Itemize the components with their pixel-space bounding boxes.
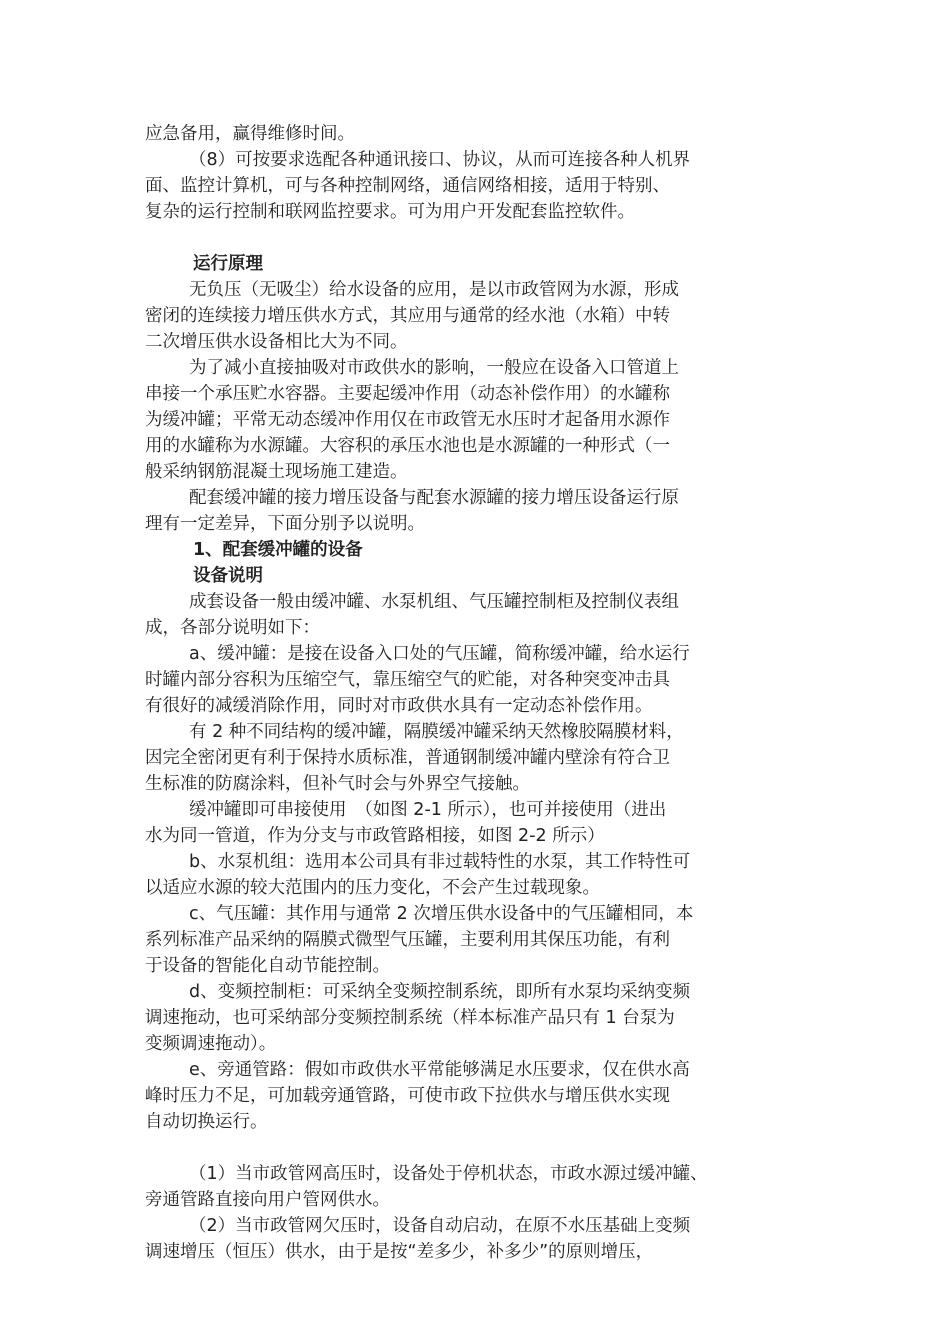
text-line: 成，各部分说明如下： [145, 618, 320, 638]
text-line: 以适应水源的较大范围内的压力变化，不会产生过载现象。 [145, 878, 600, 898]
text-line: 复杂的运行控制和联网监控要求。可为用户开发配套监控软件。 [145, 202, 635, 222]
text-line: （8）可按要求选配各种通讯接口、协议，从而可连接各种人机界 [189, 150, 691, 170]
section-heading-operating-principle: 运行原理 [193, 254, 263, 274]
text-line: 用的水罐称为水源罐。大容积的承压水池也是水源罐的一种形式（一 [145, 436, 670, 456]
blank-line [145, 1135, 825, 1161]
text-line: （1）当市政管网高压时，设备处于停机状态，市政水源过缓冲罐、 [189, 1164, 708, 1184]
text-line: 般采纳钢筋混凝土现场施工建造。 [145, 462, 408, 482]
text-line: 密闭的连续接力增压供水方式，其应用与通常的经水池（水箱）中转 [145, 306, 670, 326]
text-line: 有很好的减缓消除作用，同时对市政供水具有一定动态补偿作用。 [145, 696, 653, 716]
text-line: 调速增压（恒压）供水，由于是按“差多少，补多少”的原则增压， [145, 1242, 654, 1262]
text-line: a、缓冲罐：是接在设备入口处的气压罐，简称缓冲罐，给水运行 [189, 644, 690, 664]
text-line: 生标准的防腐涂料，但补气时会与外界空气接触。 [145, 774, 530, 794]
text-line: 调速拖动，也可采纳部分变频控制系统（样本标准产品只有 1 台泵为 [145, 1008, 675, 1028]
text-line: 理有一定差异，下面分别予以说明。 [145, 514, 425, 534]
text-line: d、变频控制柜：可采纳全变频控制系统，即所有水泵均采纳变频 [189, 982, 691, 1002]
text-line: 成套设备一般由缓冲罐、水泵机组、气压罐控制柜及控制仪表组 [189, 592, 679, 612]
blank-line [145, 225, 825, 251]
text-line: 于设备的智能化自动节能控制。 [145, 956, 390, 976]
text-line: 串接一个承压贮水容器。主要起缓冲作用（动态补偿作用）的水罐称 [145, 384, 670, 404]
text-line: 水为同一管道，作为分支与市政管路相接，如图 2-2 所示） [145, 826, 605, 846]
text-line: 因完全密闭更有利于保持水质标准，普通钢制缓冲罐内壁涂有符合卫 [145, 748, 670, 768]
text-line: 系列标准产品采纳的隔膜式微型气压罐，主要利用其保压功能，有利 [145, 930, 670, 950]
text-line: 无负压（无吸尘）给水设备的应用，是以市政管网为水源，形成 [189, 280, 679, 300]
text-line: 二次增压供水设备相比大为不同。 [145, 332, 408, 352]
text-line: 应急备用，赢得维修时间。 [145, 124, 355, 144]
text-line: 峰时压力不足，可加载旁通管路，可使市政下拉供水与增压供水实现 [145, 1086, 670, 1106]
text-line: b、水泵机组：选用本公司具有非过载特性的水泵，其工作特性可 [189, 852, 691, 872]
text-line: 缓冲罐即可串接使用 （如图 2-1 所示），也可并接使用（进出 [189, 800, 667, 820]
text-line: 为了减小直接抽吸对市政供水的影响，一般应在设备入口管道上 [189, 358, 679, 378]
text-line: 面、监控计算机，可与各种控制网络，通信网络相接，适用于特别、 [145, 176, 670, 196]
text-line: （2）当市政管网欠压时，设备自动启动，在原不水压基础上变频 [189, 1216, 691, 1236]
text-line: 有 2 种不同结构的缓冲罐，隔膜缓冲罐采纳天然橡胶隔膜材料， [189, 722, 684, 742]
document-body [145, 121, 825, 1265]
text-line: 时罐内部分容积为压缩空气，靠压缩空气的贮能，对各种突变冲击具 [145, 670, 670, 690]
text-line: 变频调速拖动）。 [145, 1034, 277, 1054]
section-heading-equipment-description: 设备说明 [193, 566, 263, 586]
text-line: 旁通管路直接向用户管网供水。 [145, 1190, 390, 1210]
text-line: 配套缓冲罐的接力增压设备与配套水源罐的接力增压设备运行原 [189, 488, 679, 508]
text-line: e、旁通管路：假如市政供水平常能够满足水压要求，仅在供水高 [189, 1060, 690, 1080]
text-line: 为缓冲罐；平常无动态缓冲作用仅在市政管无水压时才起备用水源作 [145, 410, 670, 430]
text-line: 自动切换运行。 [145, 1112, 268, 1132]
section-heading-buffer-tank-equipment: 1、配套缓冲罐的设备 [193, 540, 363, 560]
text-line: c、气压罐：其作用与通常 2 次增压供水设备中的气压罐相同，本 [189, 904, 694, 924]
